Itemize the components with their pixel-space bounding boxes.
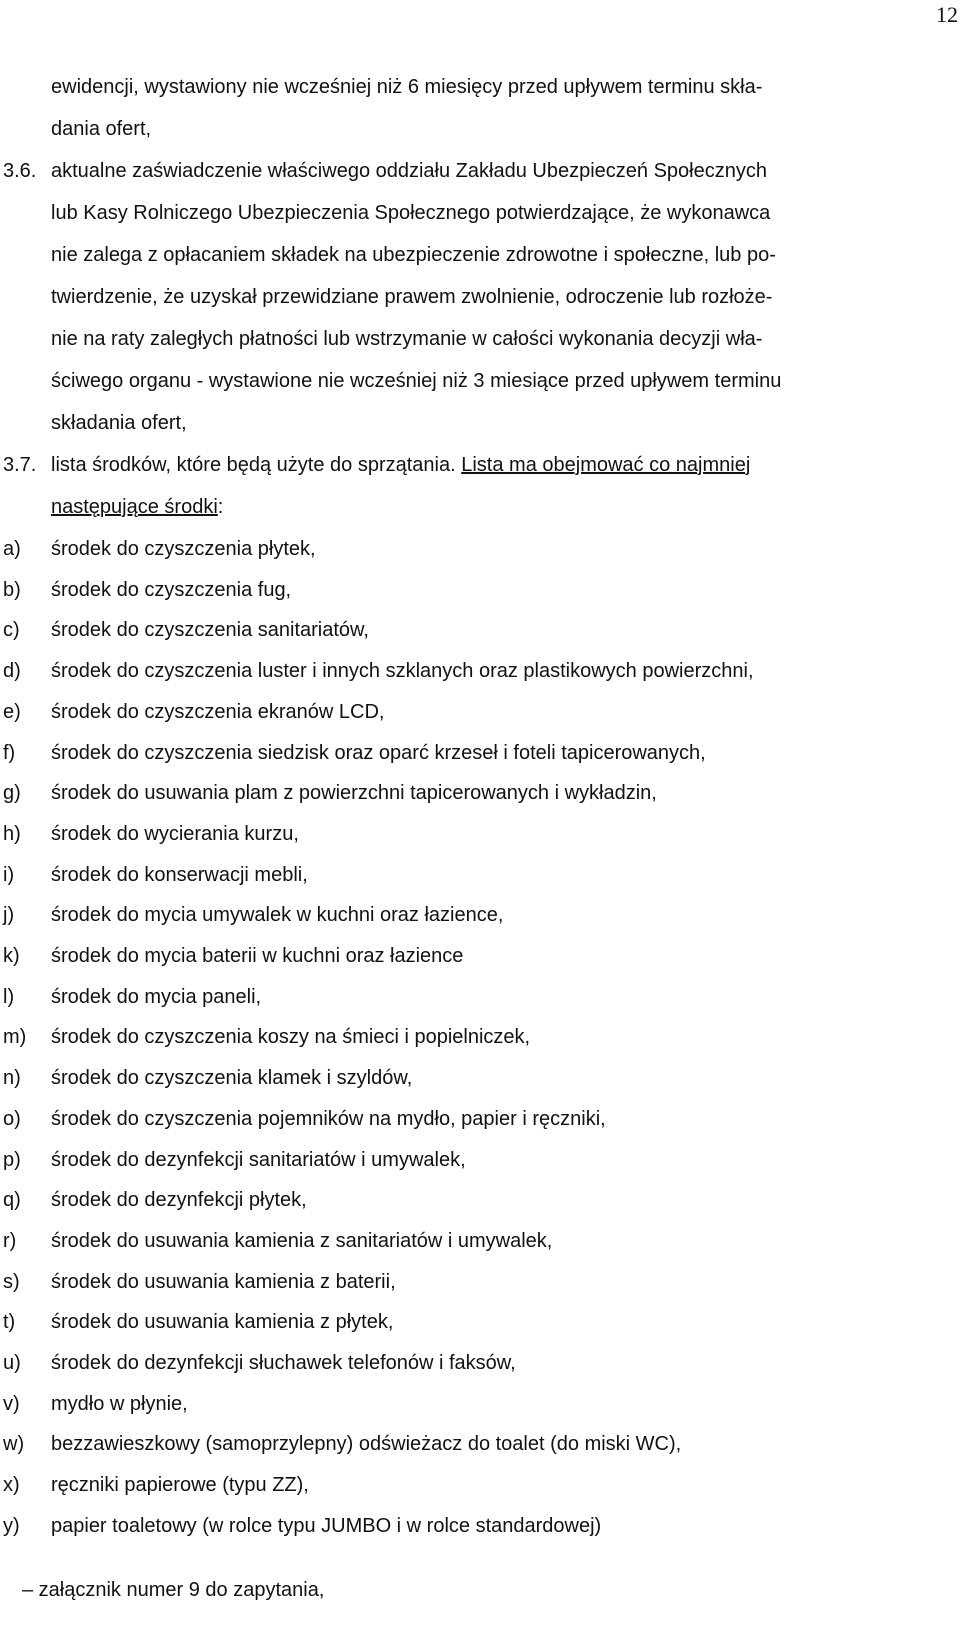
list-item-letter: i) [3,864,15,886]
plain-text: : [217,496,224,518]
paragraph-line: ściwego organu - wystawione nie wcześniej niż 3 miesiące przed upływem terminu [51,370,782,392]
list-item-letter: a) [3,538,21,560]
underlined-text: następujące środki [51,496,218,518]
list-item: bezzawieszkowy (samoprzylepny) odświeżacz do toalet (do miski WC), [51,1433,682,1455]
list-item: środek do mycia baterii w kuchni oraz łazience [51,945,464,967]
section-number: 3.6. [3,160,37,182]
list-item-letter: s) [3,1271,20,1293]
list-item-letter: x) [3,1474,20,1496]
list-item: środek do czyszczenia ekranów LCD, [51,701,385,723]
footer-line: – załącznik numer 9 do zapytania, [22,1579,325,1601]
list-item: środek do dezynfekcji sanitariatów i umywalek, [51,1149,466,1171]
list-item: środek do usuwania plam z powierzchni tapicerowanych i wykładzin, [51,782,657,804]
list-item-letter: g) [3,782,21,804]
list-item-letter: h) [3,823,21,845]
list-item: środek do czyszczenia płytek, [51,538,316,560]
list-item: środek do czyszczenia fug, [51,579,292,601]
list-item: ręczniki papierowe (typu ZZ), [51,1474,309,1496]
list-item-letter: q) [3,1189,21,1211]
list-item: środek do konserwacji mebli, [51,864,308,886]
list-item: środek do czyszczenia koszy na śmieci i popielniczek, [51,1026,531,1048]
paragraph-line: lub Kasy Rolniczego Ubezpieczenia Społecznego potwierdzające, że wykonawca [51,202,771,224]
paragraph-line: dania ofert, [51,118,152,140]
list-item: środek do mycia umywalek w kuchni oraz łazience, [51,904,504,926]
list-item-letter: o) [3,1108,21,1130]
list-item-letter: t) [3,1311,16,1333]
list-item-letter: l) [3,986,15,1008]
list-item: środek do czyszczenia pojemników na mydło, papier i ręczniki, [51,1108,606,1130]
underlined-text: Lista ma obejmować co najmniej [461,454,751,476]
list-item-letter: r) [3,1230,17,1252]
paragraph-line: składania ofert, [51,412,187,434]
paragraph-line [51,452,750,478]
list-item: środek do czyszczenia siedzisk oraz oparć krzeseł i foteli tapicerowanych, [51,742,706,764]
list-item-letter: v) [3,1393,20,1415]
list-item: środek do czyszczenia klamek i szyldów, [51,1067,413,1089]
list-item: mydło w płynie, [51,1393,188,1415]
list-item: środek do czyszczenia luster i innych szklanych oraz plastikowych powierzchni, [51,660,754,682]
section-number: 3.7. [3,454,37,476]
list-item: środek do wycierania kurzu, [51,823,299,845]
page-number: 12 [936,2,958,27]
list-item-letter: f) [3,742,16,764]
list-item: środek do dezynfekcji płytek, [51,1189,307,1211]
list-item: środek do mycia paneli, [51,986,262,1008]
plain-text: lista środków, które będą użyte do sprzątania. [51,454,456,476]
list-item-letter: u) [3,1352,21,1374]
list-item: środek do usuwania kamienia z sanitariatów i umywalek, [51,1230,553,1252]
paragraph-line: nie zalega z opłacaniem składek na ubezpieczenie zdrowotne i społeczne, lub po- [51,244,776,266]
paragraph-line: aktualne zaświadczenie właściwego oddziału Zakładu Ubezpieczeń Społecznych [51,160,767,182]
list-item-letter: n) [3,1067,21,1089]
list-item-letter: m) [3,1026,27,1048]
list-item-letter: y) [3,1515,20,1537]
list-item: papier toaletowy (w rolce typu JUMBO i w rolce standardowej) [51,1515,602,1537]
list-item-letter: w) [3,1433,25,1455]
list-item-letter: e) [3,701,21,723]
list-item: środek do usuwania kamienia z baterii, [51,1271,396,1293]
list-item-letter: c) [3,619,20,641]
list-item-letter: b) [3,579,21,601]
list-item-letter: k) [3,945,20,967]
paragraph-line: nie na raty zaległych płatności lub wstrzymanie w całości wykonania decyzji wła- [51,328,763,350]
list-item-letter: d) [3,660,21,682]
list-item: środek do czyszczenia sanitariatów, [51,619,369,641]
paragraph-line [51,494,223,520]
paragraph-line: twierdzenie, że uzyskał przewidziane prawem zwolnienie, odroczenie lub rozłoże- [51,286,773,308]
list-item-letter: j) [3,904,15,926]
paragraph-line: ewidencji, wystawiony nie wcześniej niż 6 miesięcy przed upływem terminu skła- [51,76,763,98]
list-item: środek do dezynfekcji słuchawek telefonów i faksów, [51,1352,516,1374]
list-item-letter: p) [3,1149,21,1171]
list-item: środek do usuwania kamienia z płytek, [51,1311,394,1333]
